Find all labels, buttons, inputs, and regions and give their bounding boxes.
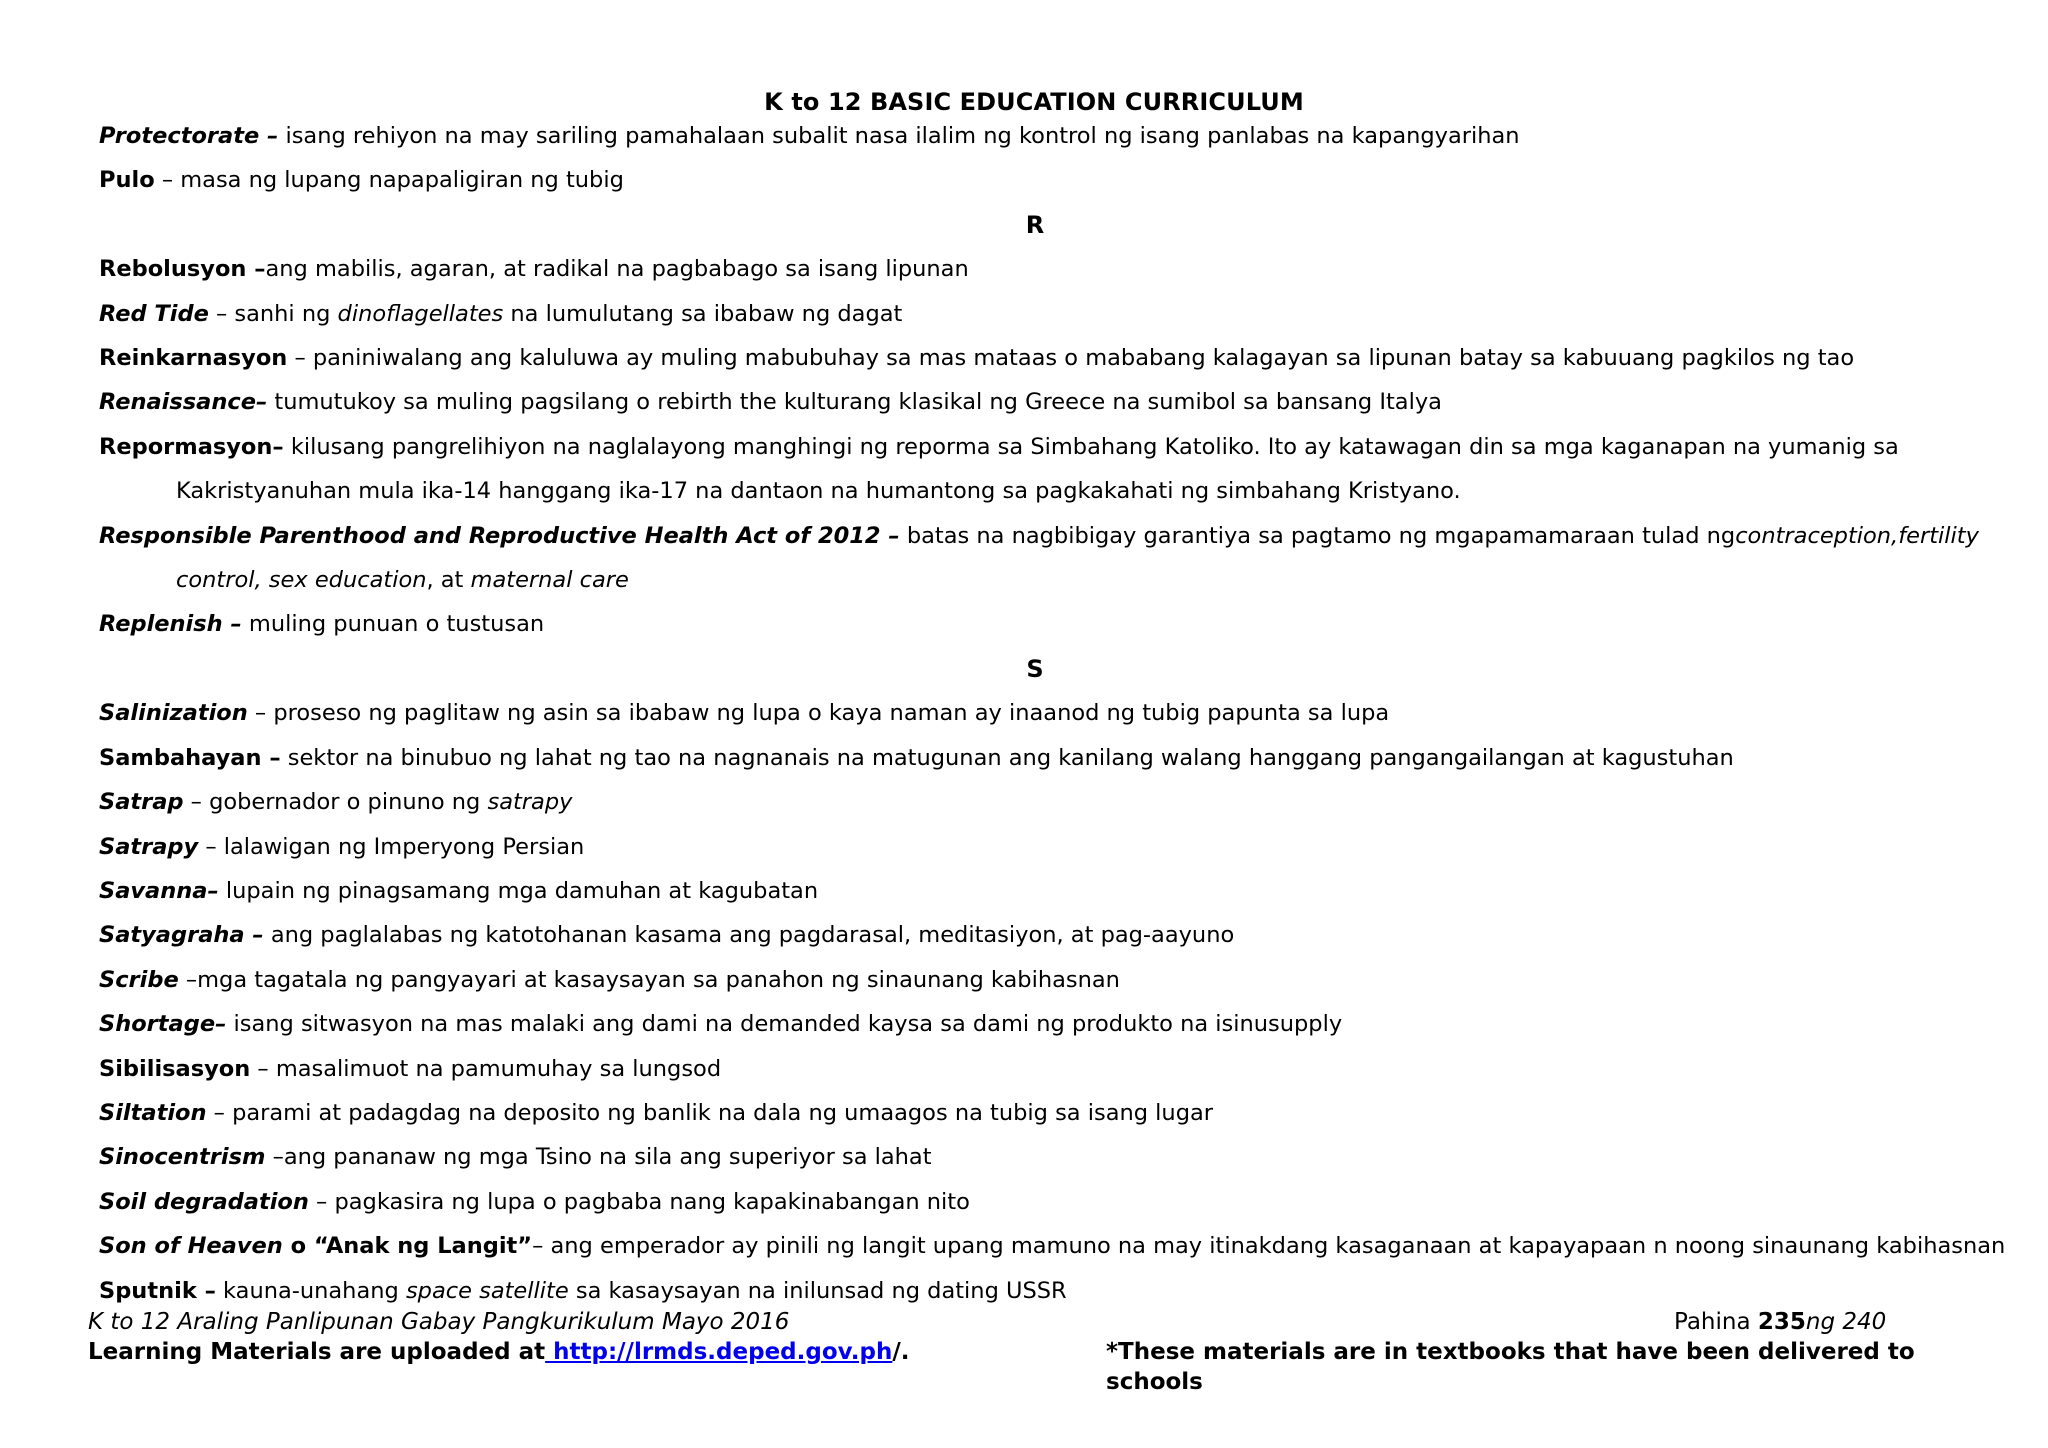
footer-upload-row (88, 1337, 1988, 1395)
entry-definition: lupain ng pinagsamang mga damuhan at kagubatan (218, 877, 819, 904)
entry-definition-italic: control, sex education (176, 567, 427, 594)
entry-term: Soil degradation (99, 1188, 309, 1215)
entry-term: Sputnik – (99, 1277, 216, 1304)
footer-document-name: K to 12 Araling Panlipunan Gabay Pangkurikulum Mayo 2016 (88, 1309, 790, 1335)
entry-definition: – lalawigan ng Imperyong Persian (198, 833, 585, 860)
glossary-entry-salinization (99, 691, 2029, 735)
entry-definition: –ang pananaw ng mga Tsino na sila ang superiyor sa lahat (265, 1144, 932, 1171)
entry-term: Replenish – (99, 611, 242, 638)
page-title: K to 12 BASIC EDUCATION CURRICULUM (764, 88, 1304, 116)
glossary-entry-protectorate (99, 114, 2029, 158)
entry-definition: – proseso ng paglitaw ng asin sa ibabaw ng lupa o kaya naman ay inaanod ng tubig papunta sa lupa (247, 700, 1390, 727)
entry-term: Sibilisasyon (99, 1055, 251, 1082)
entry-definition: isang rehiyon na may sariling pamahalaan subalit nasa ilalim ng kontrol ng isang panlabas na kapangyarihan (278, 123, 1520, 149)
entry-term: Responsible Parenthood and Reproductive Health Act of 2012 – (99, 522, 900, 549)
upload-end: /. (892, 1339, 910, 1365)
entry-term: Satrapy (99, 833, 199, 860)
entry-definition-post: na lumulutang sa ibabaw ng dagat (503, 300, 903, 327)
entry-definition: – pagkasira ng lupa o pagbaba nang kapakinabangan nito (308, 1188, 970, 1215)
entry-definition-italic: satrapy (487, 789, 573, 816)
entry-term: Sinocentrism (99, 1144, 266, 1171)
entry-term: Siltation (99, 1099, 207, 1126)
glossary-entry-reinkarnasyon (99, 336, 2029, 380)
page-label: Pahina (1674, 1309, 1758, 1335)
glossary-entry-pulo (99, 158, 2029, 202)
entry-definition-pre: batas na nagbibigay garantiya sa pagtamo ng mgapamamaraan tulad ng (899, 522, 1736, 549)
glossary-entry-satrapy (99, 825, 2029, 869)
entry-definition-italic: maternal care (470, 567, 629, 594)
glossary-entry-replenish (99, 602, 2029, 646)
entry-term: Salinization (99, 700, 248, 727)
glossary-entry-repormasyon (99, 425, 2029, 514)
entry-term: Renaissance– (99, 389, 268, 416)
glossary-entry-siltation (99, 1091, 2029, 1135)
glossary-entry-satyagraha (99, 913, 2029, 957)
glossary-entry-scribe (99, 958, 2029, 1002)
page-current: 235 (1757, 1309, 1806, 1335)
footer-notice: *These materials are in textbooks that have been delivered to schools (1106, 1339, 1915, 1395)
glossary-entry-son-of-heaven (99, 1224, 2029, 1268)
entry-term-connector: o (282, 1233, 314, 1260)
entry-term: Scribe (99, 966, 179, 993)
entry-definition: – masa ng lupang napapaligiran ng tubig (154, 167, 624, 194)
entry-definition: –mga tagatala ng pangyayari at kasaysayan sa panahon ng sinaunang kabihasnan (178, 966, 1120, 993)
glossary-entry-renaissance (99, 380, 2029, 424)
entry-term-alt: “Anak ng Langit” (313, 1233, 533, 1260)
entry-term: Son of Heaven (99, 1233, 283, 1260)
entry-definition-continued: Kakristyanuhan mula ika-14 hanggang ika-17 na dantaon na humantong sa pagkakahati ng simbahang Kristyano. (176, 478, 1461, 505)
entry-definition: kilusang pangrelihiyon na naglalayong manghingi ng reporma sa Simbahang Katoliko. Ito ay katawagan din sa mga kaganapan na yumanig sa (283, 433, 1899, 460)
entry-definition: isang sitwasyon na mas malaki ang dami na demanded kaysa sa dami ng produkto na isinusupply (226, 1011, 1343, 1038)
glossary-entry-soil-degradation (99, 1180, 2029, 1224)
glossary-entry-red-tide (99, 292, 2029, 336)
entry-definition: – ang emperador ay pinili ng langit upang mamuno na may itinakdang kasaganaan at kapayapaan n noong sinaunang kabihasnan (532, 1233, 2006, 1260)
footer-info-row (88, 1307, 1988, 1337)
entry-term: Satrap (99, 789, 184, 816)
glossary-entry-rebolusyon (99, 247, 2029, 291)
entry-definition-italic: space satellite (405, 1277, 569, 1304)
entry-definition: ang mabilis, agaran, at radikal na pagbabago sa isang lipunan (265, 256, 969, 283)
entry-term: Rebolusyon – (99, 256, 266, 283)
entry-term: Red Tide (99, 300, 209, 327)
entry-definition: ang paglalabas ng katotohanan kasama ang pagdarasal, meditasiyon, at pag-aayuno (263, 922, 1235, 949)
upload-label: Learning Materials are uploaded at (88, 1339, 546, 1365)
entry-definition-pre: kauna-unahang (215, 1277, 406, 1304)
glossary-entry-savanna (99, 869, 2029, 913)
entry-definition: sektor na binubuo ng lahat ng tao na nagnanais na matugunan ang kanilang walang hanggang pangangailangan at kagustuhan (280, 744, 1734, 771)
page-total: ng 240 (1805, 1309, 1887, 1335)
entry-term: Pulo (99, 167, 155, 194)
glossary-entry-rh-act (99, 514, 2029, 603)
glossary-entry-satrap (99, 780, 2029, 824)
entry-term: Satyagraha – (99, 922, 264, 949)
entry-definition: – paniniwalang ang kaluluwa ay muling mabubuhay sa mas mataas o mababang kalagayan sa lipunan batay sa kabuuang pagkilos ng tao (287, 345, 1855, 372)
lrmds-link[interactable]: http://lrmds.deped.gov.ph (545, 1339, 893, 1365)
glossary-entry-sambahayan (99, 736, 2029, 780)
entry-definition-italic: contraception,fertility (1735, 522, 1979, 549)
entry-definition: muling punuan o tustusan (241, 611, 545, 638)
entry-term: Reinkarnasyon (99, 345, 288, 372)
entry-definition-continued (99, 558, 2029, 602)
glossary-entry-sibilisasyon (99, 1047, 2029, 1091)
entry-definition: – parami at padagdag na deposito ng banlik na dala ng umaagos na tubig sa isang lugar (206, 1099, 1214, 1126)
entry-term: Shortage– (99, 1011, 227, 1038)
section-letter-r: R (1025, 210, 1045, 239)
entry-definition-pre: – sanhi ng (208, 300, 338, 327)
entry-term: Protectorate – (99, 123, 279, 149)
entry-term: Repormasyon– (99, 433, 284, 460)
entry-definition: – masalimuot na pamumuhay sa lungsod (250, 1055, 722, 1082)
glossary-entry-shortage (99, 1002, 2029, 1046)
page-footer (88, 1307, 1988, 1395)
entry-definition-pre: – gobernador o pinuno ng (183, 789, 488, 816)
entry-definition-post: sa kasaysayan na inilunsad ng dating USSR (568, 1277, 1067, 1304)
glossary-list (99, 114, 2029, 1313)
entry-term: Sambahayan – (99, 744, 281, 771)
entry-definition: tumutukoy sa muling pagsilang o rebirth the kulturang klasikal ng Greece na sumibol sa bansang Italya (267, 389, 1442, 416)
entry-term: Savanna– (99, 877, 219, 904)
footer-upload-text (88, 1337, 909, 1367)
section-letter-s: S (1026, 654, 1044, 683)
footer-page-number (1674, 1307, 1886, 1337)
glossary-entry-sinocentrism (99, 1135, 2029, 1179)
entry-definition-mid: , at (426, 567, 471, 594)
entry-definition-italic: dinoflagellates (337, 300, 504, 327)
